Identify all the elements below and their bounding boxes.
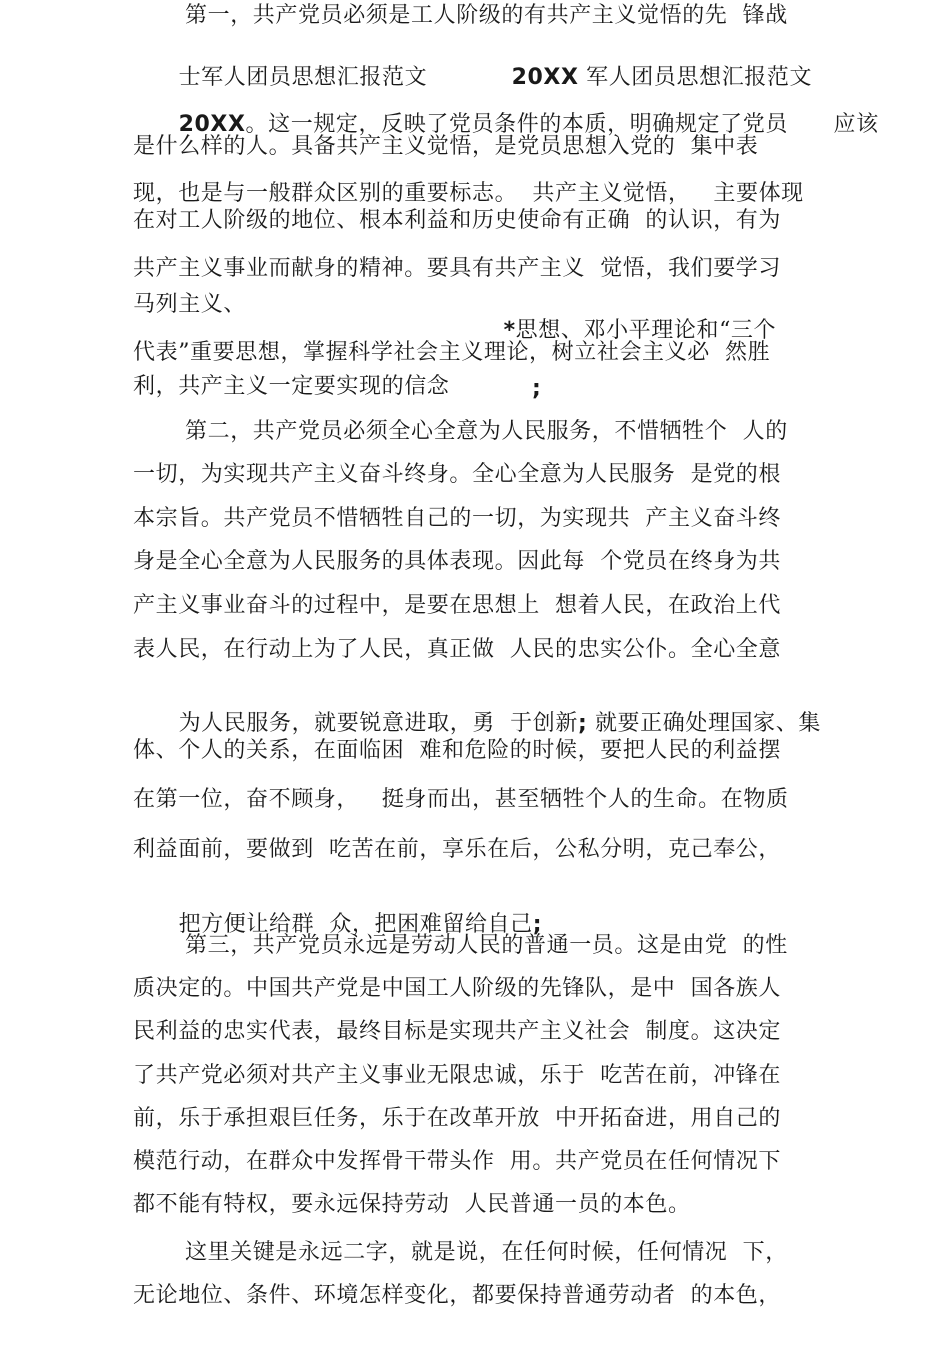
text-segment: 士军人团员思想汇报范文 — [178, 65, 428, 90]
text-line: 体、个人的关系，在面临困 难和危险的时候，要把人民的利益摆 — [133, 738, 781, 763]
text-line: 马列主义、 — [133, 292, 247, 317]
asterisk-mark: * — [503, 318, 516, 343]
text-line: 利益面前，要做到 吃苦在前，享乐在后，公私分明，克己奉公， — [133, 837, 781, 862]
semicolon-mark: ; — [532, 376, 542, 401]
text-line: 本宗旨。共产党员不惜牺牲自己的一切，为实现共 产主义奋斗终 — [133, 506, 781, 531]
text-line: 民利益的忠实代表，最终目标是实现共产主义社会 制度。这决定 — [133, 1019, 781, 1044]
year-placeholder: 20XX — [511, 65, 579, 90]
text-segment: 为人民服务，就要锐意进取，勇 于创新 — [178, 711, 578, 736]
text-line: 前，乐于承担艰巨任务，乐于在改革开放 中开拓奋进，用自己的 — [133, 1106, 781, 1131]
text-line: 利，共产主义一定要实现的信念 — [133, 374, 450, 399]
text-line: 在对工人阶级的地位、根本利益和历史使命有正确 的认识，有为 — [133, 208, 781, 233]
text-segment: 军人团员思想汇报范文 — [578, 65, 813, 90]
text-line: 了共产党必须对共产主义事业无限忠诚，乐于 吃苦在前，冲锋在 — [133, 1063, 781, 1088]
text-line: 在第一位，奋不顾身， 挺身而出，甚至牺牲个人的生命。在物质 — [133, 787, 789, 812]
text-segment: 思想、邓小平理论和“三个 — [515, 318, 777, 343]
text-segment: 。这一规定，反映了党员条件的本质，明确规定了党员 应该 — [245, 112, 879, 137]
text-line: 无论地位、条件、环境怎样变化，都要保持普通劳动者 的本色， — [133, 1283, 781, 1308]
year-placeholder: 20XX — [178, 112, 246, 137]
text-line: 第二，共产党员必须全心全意为人民服务，不惜牺牲个 人的 — [185, 419, 788, 444]
text-line: 代表”重要思想，掌握科学社会主义理论，树立社会主义必 然胜 — [133, 340, 771, 365]
text-line: 产主义事业奋斗的过程中，是要在思想上 想着人民，在政治上代 — [133, 593, 781, 618]
text-line: 都不能有特权，要永远保持劳动 人民普通一员的本色。 — [133, 1192, 691, 1217]
text-segment: 就要正确处理国家、集 — [587, 711, 821, 736]
text-line: 第三，共产党员永远是劳动人民的普通一员。这是由党 的性 — [185, 933, 788, 958]
text-line: 模范行动，在群众中发挥骨干带头作 用。共产党员在任何情况下 — [133, 1149, 781, 1174]
text-line: 现，也是与一般群众区别的重要标志。 共产主义觉悟， 主要体现 — [133, 181, 804, 206]
text-line: 质决定的。中国共产党是中国工人阶级的先锋队，是中 国各族人 — [133, 976, 781, 1001]
text-line: 第一，共产党员必须是工人阶级的有共产主义觉悟的先 锋战 — [185, 3, 788, 28]
text-line: 是什么样的人。具备共产主义觉悟，是党员思想入党的 集中表 — [133, 134, 759, 159]
semicolon-mark: ; — [577, 711, 588, 736]
text-line: 一切，为实现共产主义奋斗终身。全心全意为人民服务 是党的根 — [133, 462, 781, 487]
text-line: 身是全心全意为人民服务的具体表现。因此每 个党员在终身为共 — [133, 549, 781, 574]
text-segment: 把方便让给群 众，把困难留给自己 — [178, 912, 533, 937]
semicolon-mark: ; — [532, 912, 543, 937]
text-line: 表人民，在行动上为了人民，真正做 人民的忠实公仆。全心全意 — [133, 637, 781, 662]
text-line: 共产主义事业而献身的精神。要具有共产主义 觉悟，我们要学习 — [133, 256, 781, 281]
text-line: 这里关键是永远二字，就是说，在任何时候，任何情况 下， — [185, 1240, 788, 1265]
